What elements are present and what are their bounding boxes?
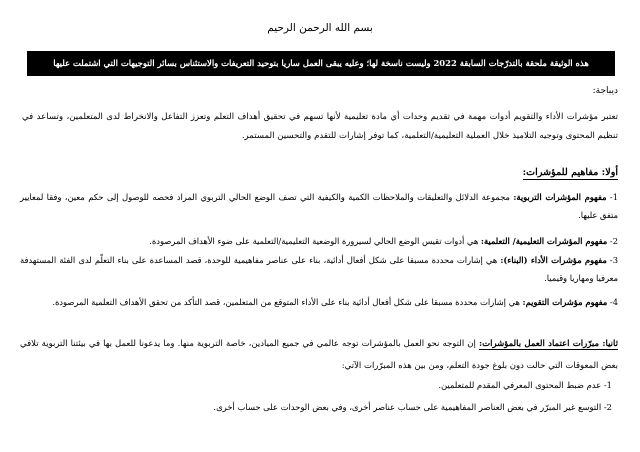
definition-term: مفهوم مؤشرات التقويم:: [522, 297, 608, 307]
definition-item-2: [20, 232, 618, 250]
definition-item-1: [20, 188, 618, 224]
justification-item-1: 1- عدم ضبط المحتوى المعرفي المقدم للمتعلمين.: [438, 380, 612, 390]
definition-text: هي إشارات محددة مسبقا على شكل أفعال أدائية، بناء على عناصر مفاهيمية للوحدة، قصد المساعدة على بناء التعلّم لدى الفئة المستهدفة معرفيا ومهاريا وقيميا.: [20, 255, 618, 283]
intro-title: ديباجة:: [592, 86, 618, 96]
definition-text: هي إشارات محددة مسبقا على شكل أفعال أدائية بناء على الأداء المتوقع من المتعلمين، قصد التأكد من تحقق الأهداف التعلمية المرصودة.: [52, 297, 523, 307]
section2-paragraph: [20, 333, 618, 377]
definition-text: مجموعة الدلائل والتعليقات والملاحظات الكمية والكيفية التي تصف الوضع الحالي التربوي المراد فحصه للوصول إلى حكم معين، وفقا لمعايير متفق عليها.: [20, 192, 618, 220]
basmala-heading: بسم الله الرحمن الرحيم: [267, 22, 373, 34]
intro-paragraph: تعتبر مؤشرات الأداء والتقويم أدوات مهمة في تقديم وحدات أي مادة تعليمية لأنها تسهم في تحقيق أهداف التعلم وتعزز التفاعل والانخراط لدى المتعلمين، وتساعد في تنظيم المحتوى وتوجيه التلاميذ خلال العملية التعليمية/التعلمية، كما توفر إشارات للتقدم والتحسين المستمر.: [22, 112, 618, 141]
item-number: 4-: [607, 297, 618, 307]
definition-term: مفهوم مؤشرات الأداء (البناء):: [500, 255, 607, 265]
section2-title: ثانيا: مبرّرات اعتماد العمل بالمؤشرات:: [478, 339, 618, 349]
item-number: 2-: [607, 236, 618, 246]
item-number: 1-: [606, 192, 618, 202]
definition-text: هي أدوات تقيس الوضع الحالي لسيرورة الوضعية التعليمية/التعلمية على ضوء الأهداف المرصودة.: [149, 236, 481, 246]
section1-title: أولا: مفاهيم للمؤشرات:: [522, 167, 618, 178]
item-number: 3-: [606, 255, 618, 265]
definition-item-3: [20, 251, 618, 287]
definition-item-4: [20, 293, 618, 311]
notice-banner: هذه الوثيقة ملحقة بالتدرّجات السابقة 2022 وليست ناسخة لها؛ وعليه يبقى العمل ساريا بتوحيد التعريفات والاستئناس بسائر التوجيهات التي اشتملت عليها: [27, 51, 615, 76]
definition-term: مفهوم المؤشرات التربوية:: [513, 192, 607, 202]
section2-text: إن التوجه نحو العمل بالمؤشرات توجه عالمي في جميع الميادين، خاصة التربوية منها. وما يدعونا للعمل بها في بيئتنا التربوية تلافي بعض المعوقات التي حالت دون بلوغ جودة التعلم، ومن بين هذه المبرّرات الآتي:: [20, 339, 618, 371]
definition-term: مفهوم المؤشرات التعليمية/ التعلمية:: [480, 236, 608, 246]
justification-item-2: 2- التوسع غير المبرّر في بعض العناصر المفاهيمية على حساب عناصر أخرى، وفي بعض الوحدات على حساب أخرى.: [213, 402, 612, 412]
